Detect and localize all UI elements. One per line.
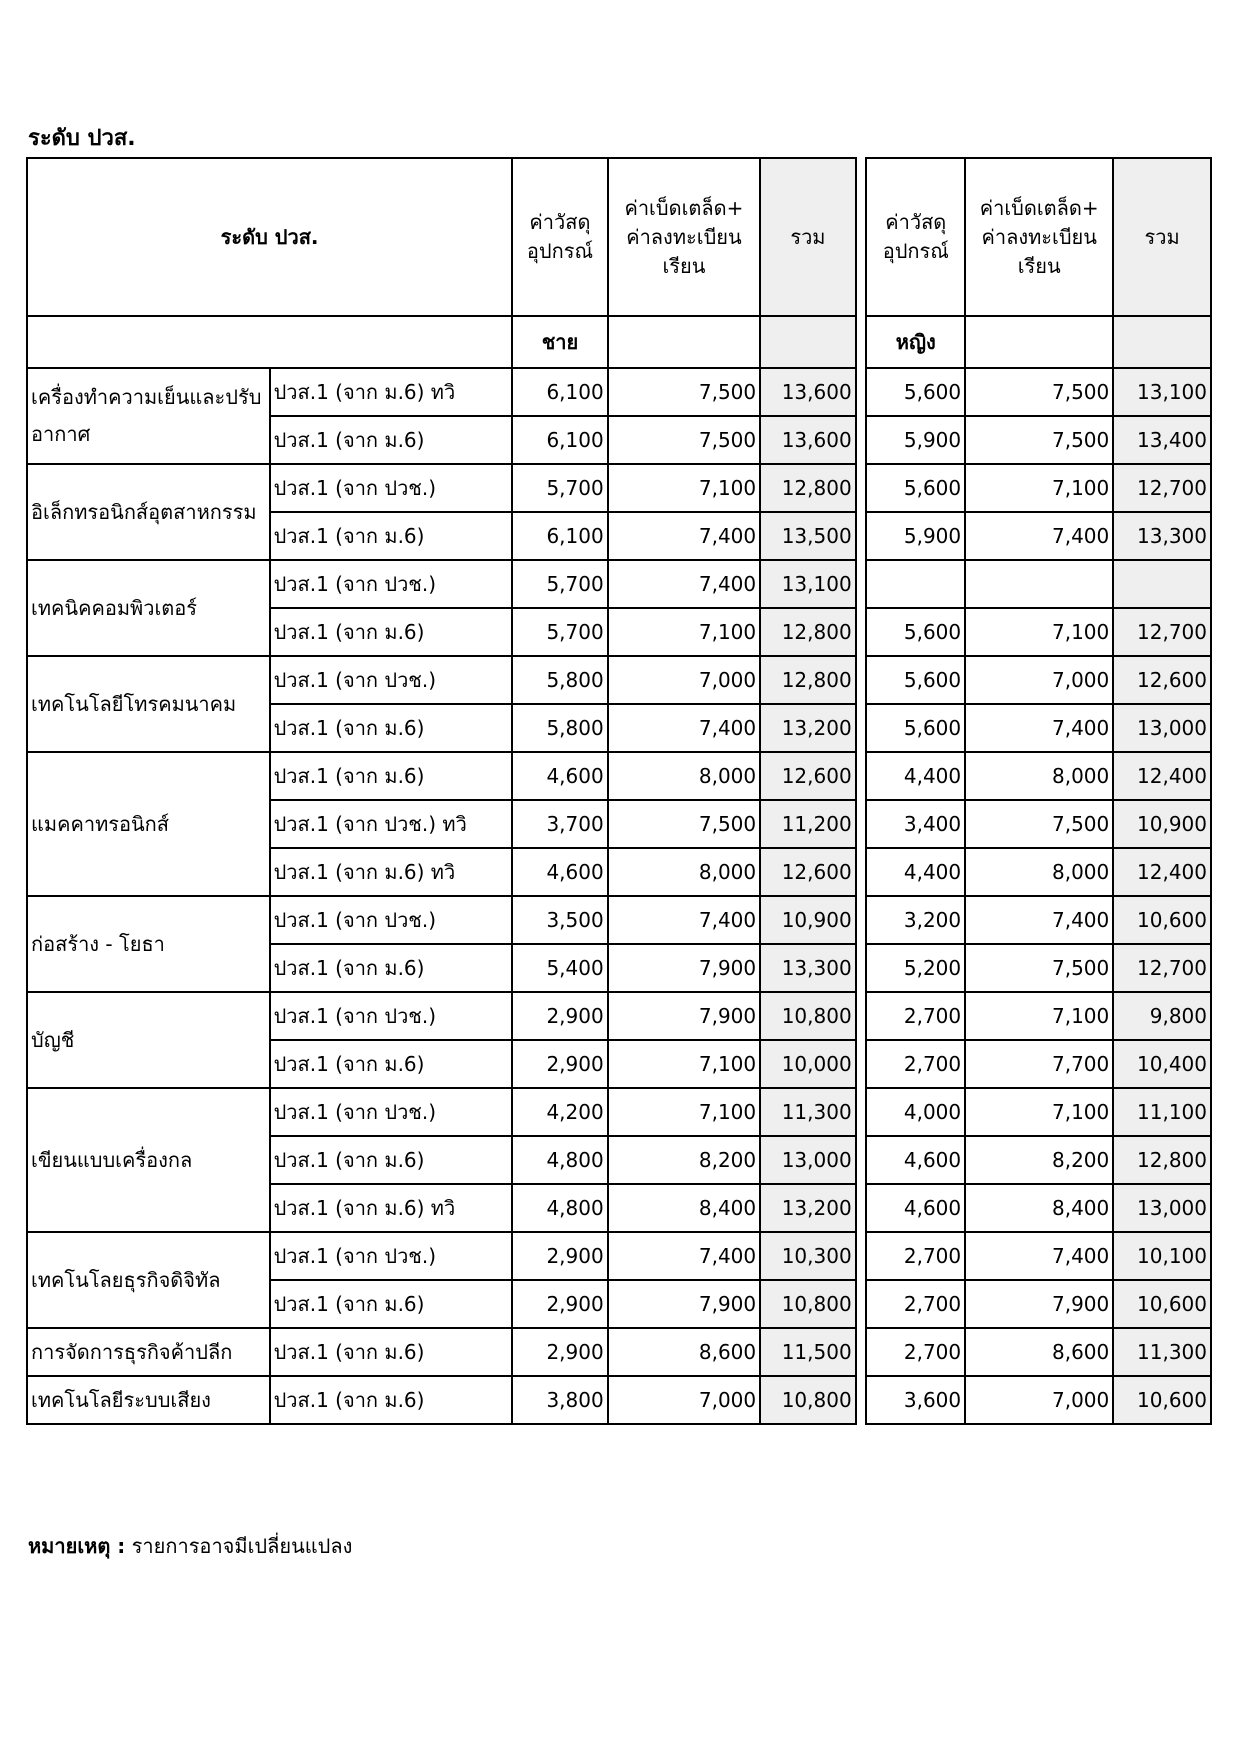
male-total: 13,200	[760, 1184, 856, 1232]
male-total: 11,200	[760, 800, 856, 848]
male-total: 10,000	[760, 1040, 856, 1088]
male-total: 13,500	[760, 512, 856, 560]
female-total: 10,600	[1113, 1376, 1211, 1424]
male-total: 13,100	[760, 560, 856, 608]
table-row	[27, 368, 1211, 416]
major-name: เทคนิคคอมพิวเตอร์	[27, 560, 270, 656]
female-total: 10,600	[1113, 1280, 1211, 1328]
table-row	[27, 1088, 1211, 1136]
female-total: 13,300	[1113, 512, 1211, 560]
female-misc-fee: 7,700	[965, 1040, 1113, 1088]
male-total: 12,800	[760, 464, 856, 512]
female-misc-fee: 7,500	[965, 416, 1113, 464]
female-total	[1113, 560, 1211, 608]
female-material-fee: 2,700	[866, 1232, 965, 1280]
program-name: ปวส.1 (จาก ปวช.)	[270, 656, 513, 704]
female-material-fee: 2,700	[866, 1280, 965, 1328]
program-name: ปวส.1 (จาก ปวช.)	[270, 1088, 513, 1136]
male-total: 10,800	[760, 1376, 856, 1424]
male-misc-fee: 7,100	[608, 1088, 760, 1136]
note-text: รายการอาจมีเปลี่ยนแปลง	[131, 1534, 353, 1558]
male-material-fee: 6,100	[512, 368, 608, 416]
program-name: ปวส.1 (จาก ปวช.)	[270, 896, 513, 944]
female-material-header: ค่าวัสดุ อุปกรณ์	[866, 158, 965, 316]
table-row	[27, 896, 1211, 944]
male-material-fee: 2,900	[512, 1232, 608, 1280]
male-material-fee: 4,800	[512, 1136, 608, 1184]
program-name: ปวส.1 (จาก ปวช.)	[270, 1232, 513, 1280]
major-name: แมคคาทรอนิกส์	[27, 752, 270, 896]
female-material-fee: 2,700	[866, 1328, 965, 1376]
male-total: 13,200	[760, 704, 856, 752]
female-material-fee: 5,900	[866, 416, 965, 464]
female-total: 13,000	[1113, 704, 1211, 752]
program-name: ปวส.1 (จาก ม.6)	[270, 1280, 513, 1328]
female-total: 12,700	[1113, 944, 1211, 992]
male-misc-fee: 7,000	[608, 656, 760, 704]
major-name: เทคโนโลยีระบบเสียง	[27, 1376, 270, 1424]
female-misc-fee: 7,400	[965, 1232, 1113, 1280]
table-row	[27, 560, 1211, 608]
female-material-fee: 3,400	[866, 800, 965, 848]
female-total: 12,700	[1113, 608, 1211, 656]
female-material-fee: 2,700	[866, 992, 965, 1040]
program-name: ปวส.1 (จาก ปวช.)	[270, 560, 513, 608]
male-misc-fee: 7,400	[608, 704, 760, 752]
male-material-fee: 3,700	[512, 800, 608, 848]
female-total: 12,400	[1113, 848, 1211, 896]
male-material-fee: 5,400	[512, 944, 608, 992]
female-total: 12,800	[1113, 1136, 1211, 1184]
male-total: 12,800	[760, 656, 856, 704]
table-row	[27, 1232, 1211, 1280]
male-total: 13,600	[760, 416, 856, 464]
header-row	[27, 158, 1211, 316]
male-total: 10,300	[760, 1232, 856, 1280]
female-material-fee: 3,200	[866, 896, 965, 944]
male-total: 10,800	[760, 1280, 856, 1328]
female-total: 13,000	[1113, 1184, 1211, 1232]
male-total: 13,000	[760, 1136, 856, 1184]
program-name: ปวส.1 (จาก ปวช.)	[270, 992, 513, 1040]
major-name: เขียนแบบเครื่องกล	[27, 1088, 270, 1232]
page-title: ระดับ ปวส.	[28, 126, 136, 151]
female-misc-fee: 7,100	[965, 608, 1113, 656]
female-total: 11,100	[1113, 1088, 1211, 1136]
female-total: 10,100	[1113, 1232, 1211, 1280]
male-misc-fee: 7,900	[608, 944, 760, 992]
program-name: ปวส.1 (จาก ม.6) ทวิ	[270, 1184, 513, 1232]
male-misc-fee: 7,500	[608, 416, 760, 464]
table-row	[27, 1328, 1211, 1376]
major-name: อิเล็กทรอนิกส์อุตสาหกรรม	[27, 464, 270, 560]
female-material-fee	[866, 560, 965, 608]
male-material-fee: 4,200	[512, 1088, 608, 1136]
major-name: การจัดการธุรกิจค้าปลีก	[27, 1328, 270, 1376]
female-material-fee: 5,600	[866, 368, 965, 416]
program-name: ปวส.1 (จาก ม.6)	[270, 1328, 513, 1376]
female-misc-fee: 7,400	[965, 512, 1113, 560]
program-name: ปวส.1 (จาก ม.6)	[270, 752, 513, 800]
male-total: 13,300	[760, 944, 856, 992]
female-misc-fee: 7,000	[965, 1376, 1113, 1424]
female-misc-fee: 8,000	[965, 752, 1113, 800]
male-material-fee: 5,700	[512, 608, 608, 656]
female-misc-fee: 8,600	[965, 1328, 1113, 1376]
female-misc-fee: 8,200	[965, 1136, 1113, 1184]
program-name: ปวส.1 (จาก ม.6)	[270, 512, 513, 560]
female-material-fee: 5,600	[866, 704, 965, 752]
male-misc-header: ค่าเบ็ดเตล็ด+ ค่าลงทะเบียน เรียน	[608, 158, 760, 316]
program-name: ปวส.1 (จาก ม.6)	[270, 1376, 513, 1424]
male-material-header: ค่าวัสดุ อุปกรณ์	[512, 158, 608, 316]
major-name: ก่อสร้าง - โยธา	[27, 896, 270, 992]
male-misc-fee: 7,500	[608, 800, 760, 848]
male-misc-fee: 7,400	[608, 896, 760, 944]
major-name: บัญชี	[27, 992, 270, 1088]
male-misc-fee: 8,600	[608, 1328, 760, 1376]
female-total: 12,400	[1113, 752, 1211, 800]
male-misc-fee: 8,400	[608, 1184, 760, 1232]
gender-row	[27, 316, 1211, 368]
female-misc-fee: 7,100	[965, 464, 1113, 512]
female-misc-fee: 7,100	[965, 1088, 1113, 1136]
female-material-fee: 5,600	[866, 656, 965, 704]
male-material-fee: 6,100	[512, 512, 608, 560]
female-misc-fee: 8,000	[965, 848, 1113, 896]
male-misc-fee: 7,400	[608, 1232, 760, 1280]
male-material-fee: 2,900	[512, 1328, 608, 1376]
male-total-header: รวม	[760, 158, 856, 316]
table-row	[27, 656, 1211, 704]
female-material-fee: 4,400	[866, 752, 965, 800]
male-total: 12,600	[760, 848, 856, 896]
program-name: ปวส.1 (จาก ม.6)	[270, 416, 513, 464]
female-material-fee: 3,600	[866, 1376, 965, 1424]
female-misc-fee: 7,500	[965, 944, 1113, 992]
male-misc-fee: 7,900	[608, 992, 760, 1040]
female-misc-fee	[965, 560, 1113, 608]
male-total: 11,500	[760, 1328, 856, 1376]
program-name: ปวส.1 (จาก ม.6)	[270, 608, 513, 656]
male-total: 12,600	[760, 752, 856, 800]
male-misc-fee: 7,400	[608, 512, 760, 560]
male-total: 12,800	[760, 608, 856, 656]
fee-table	[26, 157, 1212, 1425]
female-misc-fee: 7,400	[965, 704, 1113, 752]
program-name: ปวส.1 (จาก ม.6) ทวิ	[270, 848, 513, 896]
female-misc-fee: 7,400	[965, 896, 1113, 944]
male-material-fee: 3,800	[512, 1376, 608, 1424]
female-material-fee: 5,900	[866, 512, 965, 560]
male-misc-fee: 7,900	[608, 1280, 760, 1328]
female-misc-fee: 7,500	[965, 800, 1113, 848]
female-total: 13,400	[1113, 416, 1211, 464]
table-row	[27, 464, 1211, 512]
male-total: 11,300	[760, 1088, 856, 1136]
male-misc-fee: 7,100	[608, 608, 760, 656]
program-name: ปวส.1 (จาก ม.6)	[270, 1040, 513, 1088]
program-name: ปวส.1 (จาก ม.6)	[270, 1136, 513, 1184]
male-material-fee: 5,700	[512, 464, 608, 512]
male-total: 10,900	[760, 896, 856, 944]
male-material-fee: 4,800	[512, 1184, 608, 1232]
female-misc-fee: 7,900	[965, 1280, 1113, 1328]
male-misc-fee: 8,000	[608, 848, 760, 896]
male-material-fee: 4,600	[512, 848, 608, 896]
program-name: ปวส.1 (จาก ม.6)	[270, 944, 513, 992]
female-misc-fee: 7,000	[965, 656, 1113, 704]
male-misc-fee: 8,200	[608, 1136, 760, 1184]
male-misc-fee: 7,100	[608, 1040, 760, 1088]
female-total: 12,700	[1113, 464, 1211, 512]
major-name: เทคโนโลยีโทรคมนาคม	[27, 656, 270, 752]
female-material-fee: 5,600	[866, 608, 965, 656]
table-row	[27, 992, 1211, 1040]
female-material-fee: 4,400	[866, 848, 965, 896]
program-name: ปวส.1 (จาก ปวช.) ทวิ	[270, 800, 513, 848]
female-misc-header: ค่าเบ็ดเตล็ด+ ค่าลงทะเบียน เรียน	[965, 158, 1113, 316]
female-total: 10,400	[1113, 1040, 1211, 1088]
note-label: หมายเหตุ :	[28, 1534, 126, 1558]
male-misc-fee: 7,100	[608, 464, 760, 512]
male-material-fee: 5,800	[512, 656, 608, 704]
female-total: 10,600	[1113, 896, 1211, 944]
female-misc-fee: 7,100	[965, 992, 1113, 1040]
male-material-fee: 2,900	[512, 1280, 608, 1328]
female-total-header: รวม	[1113, 158, 1211, 316]
male-material-fee: 5,700	[512, 560, 608, 608]
female-material-fee: 5,200	[866, 944, 965, 992]
female-total: 12,600	[1113, 656, 1211, 704]
male-material-fee: 6,100	[512, 416, 608, 464]
male-label: ชาย	[512, 316, 608, 368]
male-total: 13,600	[760, 368, 856, 416]
major-name: เครื่องทำความเย็นและปรับอากาศ	[27, 368, 270, 464]
male-material-fee: 4,600	[512, 752, 608, 800]
program-name: ปวส.1 (จาก ม.6)	[270, 704, 513, 752]
female-material-fee: 4,000	[866, 1088, 965, 1136]
program-name: ปวส.1 (จาก ปวช.)	[270, 464, 513, 512]
male-material-fee: 2,900	[512, 992, 608, 1040]
female-total: 13,100	[1113, 368, 1211, 416]
male-material-fee: 2,900	[512, 1040, 608, 1088]
male-total: 10,800	[760, 992, 856, 1040]
female-material-fee: 2,700	[866, 1040, 965, 1088]
male-misc-fee: 8,000	[608, 752, 760, 800]
female-misc-fee: 7,500	[965, 368, 1113, 416]
table-row	[27, 1376, 1211, 1424]
male-misc-fee: 7,500	[608, 368, 760, 416]
male-misc-fee: 7,400	[608, 560, 760, 608]
male-material-fee: 3,500	[512, 896, 608, 944]
female-total: 10,900	[1113, 800, 1211, 848]
major-name: เทคโนโลยธุรกิจดิจิทัล	[27, 1232, 270, 1328]
male-misc-fee: 7,000	[608, 1376, 760, 1424]
note	[28, 1530, 352, 1562]
program-name: ปวส.1 (จาก ม.6) ทวิ	[270, 368, 513, 416]
female-misc-fee: 8,400	[965, 1184, 1113, 1232]
female-material-fee: 4,600	[866, 1136, 965, 1184]
male-material-fee: 5,800	[512, 704, 608, 752]
table-row	[27, 752, 1211, 800]
female-label: หญิง	[866, 316, 965, 368]
female-material-fee: 4,600	[866, 1184, 965, 1232]
female-total: 11,300	[1113, 1328, 1211, 1376]
level-header: ระดับ ปวส.	[27, 158, 512, 316]
female-material-fee: 5,600	[866, 464, 965, 512]
female-total: 9,800	[1113, 992, 1211, 1040]
